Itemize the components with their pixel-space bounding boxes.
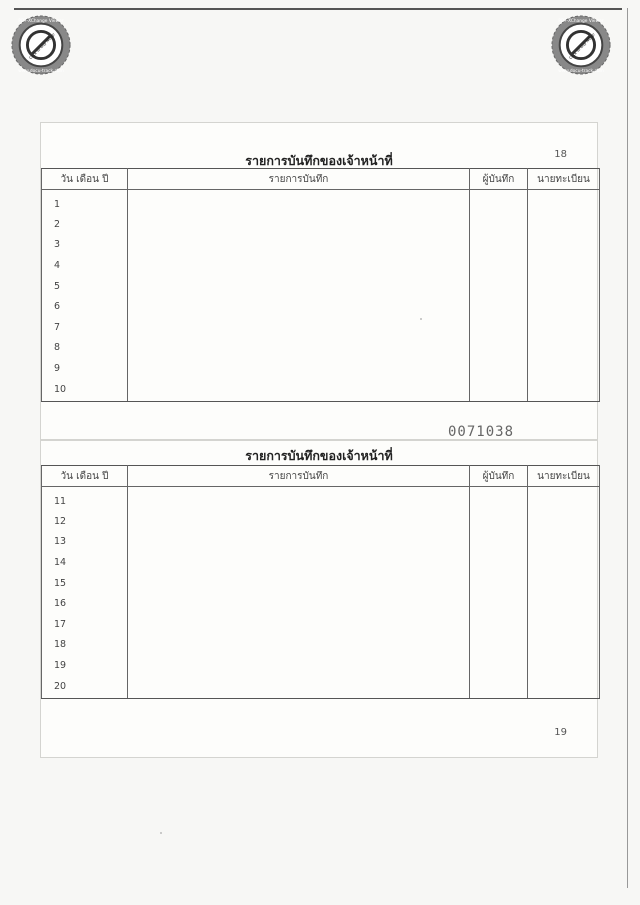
officer-log-table: [41, 465, 600, 699]
stub-serial-number: 0071038: [448, 424, 515, 438]
row-number: 6: [42, 296, 128, 317]
recorder-cell[interactable]: [470, 511, 528, 532]
col-entry-header: รายการบันทึก: [128, 169, 470, 190]
table-row: [42, 214, 600, 235]
table-row: [42, 379, 600, 402]
entry-cell[interactable]: [128, 676, 470, 699]
row-number: 10: [42, 379, 128, 402]
recorder-cell[interactable]: [470, 552, 528, 573]
recorder-cell[interactable]: [470, 379, 528, 402]
badge-line3: www.docu-track.com: [558, 69, 604, 75]
col-date-header: วัน เดือน ปี: [42, 466, 128, 487]
registrar-cell[interactable]: [528, 276, 600, 297]
table-row: [42, 190, 600, 215]
entry-cell[interactable]: [128, 296, 470, 317]
recorder-cell[interactable]: [470, 655, 528, 676]
log-page-19: [40, 440, 598, 758]
entry-cell[interactable]: [128, 358, 470, 379]
row-number: 20: [42, 676, 128, 699]
registrar-cell[interactable]: [528, 655, 600, 676]
entry-cell[interactable]: [128, 532, 470, 553]
table-row: [42, 358, 600, 379]
col-recorder-header: ผู้บันทึก: [470, 169, 528, 190]
page-number: 18: [554, 149, 567, 160]
recorder-cell[interactable]: [470, 635, 528, 656]
entry-cell[interactable]: [128, 573, 470, 594]
recorder-cell[interactable]: [470, 255, 528, 276]
entry-cell[interactable]: [128, 487, 470, 512]
scan-speck: [420, 318, 422, 320]
table-row: [42, 552, 600, 573]
row-number: 3: [42, 235, 128, 256]
row-number: 18: [42, 635, 128, 656]
entry-cell[interactable]: [128, 214, 470, 235]
table-row: [42, 276, 600, 297]
log-page-18: [40, 122, 598, 440]
recorder-cell[interactable]: [470, 593, 528, 614]
table-row: [42, 338, 600, 359]
col-registrar-header: นายทะเบียน: [528, 466, 600, 487]
registrar-cell[interactable]: [528, 573, 600, 594]
registrar-cell[interactable]: [528, 255, 600, 276]
recorder-cell[interactable]: [470, 532, 528, 553]
row-number: 2: [42, 214, 128, 235]
pdf-xchange-badge-icon[interactable]: [550, 14, 612, 76]
table-row: [42, 487, 600, 512]
col-recorder-header: ผู้บันทึก: [470, 466, 528, 487]
col-entry-header: รายการบันทึก: [128, 466, 470, 487]
recorder-cell[interactable]: [470, 676, 528, 699]
row-number: 9: [42, 358, 128, 379]
registrar-cell[interactable]: [528, 190, 600, 215]
table-row: [42, 655, 600, 676]
badge-line1: PDF-XChange Viewer: [18, 18, 64, 24]
table-row: [42, 593, 600, 614]
recorder-cell[interactable]: [470, 190, 528, 215]
entry-cell[interactable]: [128, 276, 470, 297]
row-number: 12: [42, 511, 128, 532]
table-row: [42, 317, 600, 338]
registrar-cell[interactable]: [528, 532, 600, 553]
page-title: รายการบันทึกของเจ้าหน้าที่: [245, 153, 393, 168]
col-registrar-header: นายทะเบียน: [528, 169, 600, 190]
entry-cell[interactable]: [128, 655, 470, 676]
recorder-cell[interactable]: [470, 296, 528, 317]
entry-cell[interactable]: [128, 614, 470, 635]
entry-cell[interactable]: [128, 379, 470, 402]
badge-line2: Click to buy NOW!: [27, 31, 57, 61]
registrar-cell[interactable]: [528, 379, 600, 402]
recorder-cell[interactable]: [470, 573, 528, 594]
table-row: [42, 676, 600, 699]
entry-cell[interactable]: [128, 635, 470, 656]
scan-edge: [14, 8, 622, 10]
row-number: 16: [42, 593, 128, 614]
registrar-cell[interactable]: [528, 511, 600, 532]
row-number: 5: [42, 276, 128, 297]
recorder-cell[interactable]: [470, 487, 528, 512]
table-row: [42, 532, 600, 553]
table-row: [42, 614, 600, 635]
registrar-cell[interactable]: [528, 317, 600, 338]
row-number: 11: [42, 487, 128, 512]
table-row: [42, 573, 600, 594]
badge-line1: PDF-XChange Viewer: [558, 18, 604, 24]
row-number: 4: [42, 255, 128, 276]
row-number: 17: [42, 614, 128, 635]
entry-cell[interactable]: [128, 190, 470, 215]
badge-line3: www.docu-track.com: [18, 69, 64, 75]
recorder-cell[interactable]: [470, 614, 528, 635]
scan-speck: [160, 832, 162, 834]
page-title: รายการบันทึกของเจ้าหน้าที่: [245, 448, 393, 463]
row-number: 13: [42, 532, 128, 553]
registrar-cell[interactable]: [528, 296, 600, 317]
recorder-cell[interactable]: [470, 214, 528, 235]
entry-cell[interactable]: [128, 255, 470, 276]
table-row: [42, 235, 600, 256]
recorder-cell[interactable]: [470, 317, 528, 338]
row-number: 8: [42, 338, 128, 359]
entry-cell[interactable]: [128, 338, 470, 359]
entry-cell[interactable]: [128, 511, 470, 532]
table-row: [42, 296, 600, 317]
col-date-header: วัน เดือน ปี: [42, 169, 128, 190]
registrar-cell[interactable]: [528, 614, 600, 635]
recorder-cell[interactable]: [470, 358, 528, 379]
row-number: 14: [42, 552, 128, 573]
registrar-cell[interactable]: [528, 358, 600, 379]
row-number: 15: [42, 573, 128, 594]
entry-cell[interactable]: [128, 593, 470, 614]
pdf-xchange-badge-icon[interactable]: [10, 14, 72, 76]
registrar-cell[interactable]: [528, 214, 600, 235]
entry-cell[interactable]: [128, 552, 470, 573]
registrar-cell[interactable]: [528, 635, 600, 656]
entry-cell[interactable]: [128, 317, 470, 338]
registrar-cell[interactable]: [528, 593, 600, 614]
table-row: [42, 255, 600, 276]
entry-cell[interactable]: [128, 235, 470, 256]
table-row: [42, 635, 600, 656]
badge-line2: Click to buy NOW!: [567, 31, 597, 61]
page-number: 19: [554, 727, 567, 738]
recorder-cell[interactable]: [470, 276, 528, 297]
row-number: 1: [42, 190, 128, 215]
registrar-cell[interactable]: [528, 676, 600, 699]
recorder-cell[interactable]: [470, 235, 528, 256]
registrar-cell[interactable]: [528, 487, 600, 512]
table-row: [42, 511, 600, 532]
recorder-cell[interactable]: [470, 338, 528, 359]
row-number: 19: [42, 655, 128, 676]
registrar-cell[interactable]: [528, 338, 600, 359]
officer-log-table: [41, 168, 600, 402]
row-number: 7: [42, 317, 128, 338]
registrar-cell[interactable]: [528, 552, 600, 573]
scan-edge-right: [627, 8, 628, 888]
registrar-cell[interactable]: [528, 235, 600, 256]
